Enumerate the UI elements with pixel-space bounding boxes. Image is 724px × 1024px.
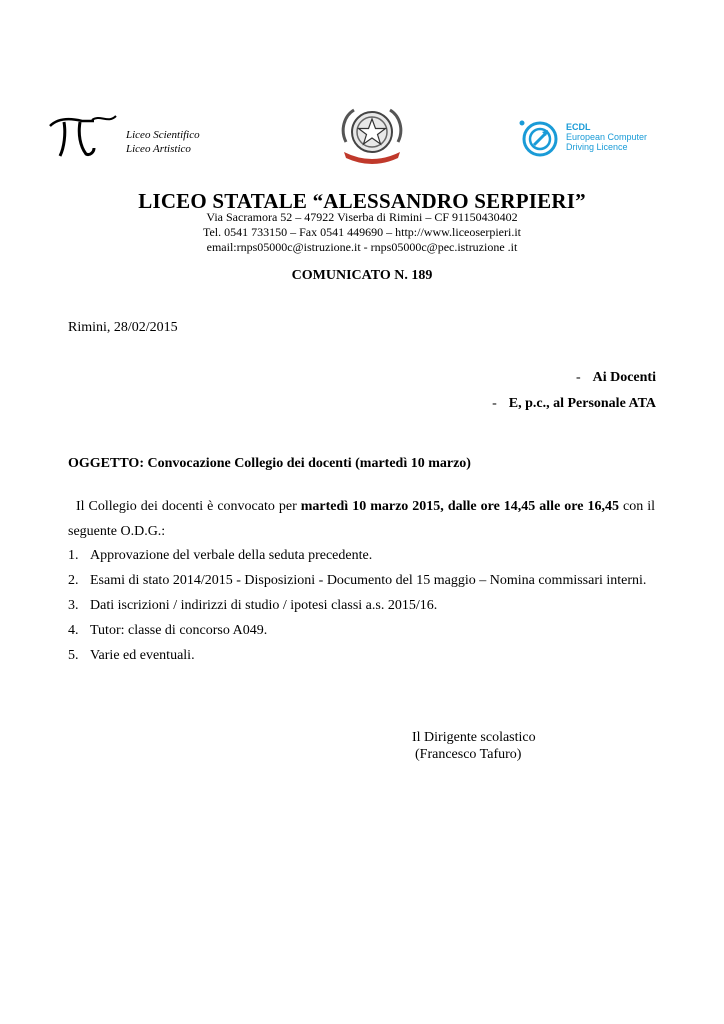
recipient-dash: - <box>575 370 581 385</box>
signature-role: Il Dirigente scolastico <box>412 730 536 745</box>
pi-logo <box>48 112 120 162</box>
recipient-docenti <box>576 370 656 386</box>
school-type-artistico: Liceo Artistico <box>126 143 191 155</box>
intro-meeting-time: martedì 10 marzo 2015, dalle ore 14,45 alle ore 16,45 <box>300 499 619 514</box>
agenda-list <box>68 543 655 668</box>
agenda-text: Varie ed eventuali. <box>90 648 195 663</box>
agenda-text: Esami di stato 2014/2015 - Disposizioni - Documento del 15 maggio – Nomina commissari interni. <box>90 573 647 588</box>
ecdl-text <box>566 122 647 152</box>
agenda-number: 2. <box>68 573 79 588</box>
agenda-number: 1. <box>68 548 79 563</box>
recipient-dash: - <box>492 396 497 411</box>
ecdl-tagline-2: Driving Licence <box>566 142 628 152</box>
ecdl-logo-icon <box>518 118 562 158</box>
agenda-item <box>68 543 655 568</box>
intro-paragraph <box>68 494 655 544</box>
school-type-scientifico: Liceo Scientifico <box>126 129 200 141</box>
agenda-number: 3. <box>68 598 79 613</box>
recipient-label: Ai Docenti <box>592 370 656 385</box>
agenda-item <box>68 593 655 618</box>
school-address: Via Sacramora 52 – 47922 Viserba di Rimini – CF 91150430402 <box>206 210 518 224</box>
school-emails: email:rnps05000c@istruzione.it - rnps05000c@pec.istruzione .it <box>206 240 518 254</box>
agenda-number: 5. <box>68 648 79 663</box>
agenda-item <box>68 618 655 643</box>
agenda-number: 4. <box>68 623 79 638</box>
agenda-item <box>68 568 655 593</box>
recipient-ata <box>492 396 656 412</box>
agenda-item <box>68 643 655 668</box>
italian-republic-emblem <box>336 102 408 168</box>
intro-post: con il seguente O.D.G.: <box>68 499 655 539</box>
agenda-text: Dati iscrizioni / indirizzi di studio / ipotesi classi a.s. 2015/16. <box>90 598 438 613</box>
subject-line: OGGETTO: Convocazione Collegio dei docenti (martedì 10 marzo) <box>68 456 471 471</box>
ecdl-name: ECDL <box>566 122 591 132</box>
school-contacts: Tel. 0541 733150 – Fax 0541 449690 – http://www.liceoserpieri.it <box>202 225 521 239</box>
school-types <box>126 128 200 156</box>
agenda-text: Tutor: classe di concorso A049. <box>90 623 268 638</box>
signature-block <box>412 729 536 763</box>
communication-number: COMUNICATO N. 189 <box>291 268 433 283</box>
ecdl-tagline-1: European Computer <box>566 132 648 142</box>
document-date: Rimini, 28/02/2015 <box>68 320 178 335</box>
agenda-text: Approvazione del verbale della seduta precedente. <box>90 548 373 563</box>
recipient-label: E, p.c., al Personale ATA <box>508 396 656 411</box>
school-name: LICEO STATALE “ALESSANDRO SERPIERI” <box>138 189 586 213</box>
intro-pre: Il Collegio dei docenti è convocato per <box>76 499 301 514</box>
signature-name: (Francesco Tafuro) <box>415 747 522 762</box>
